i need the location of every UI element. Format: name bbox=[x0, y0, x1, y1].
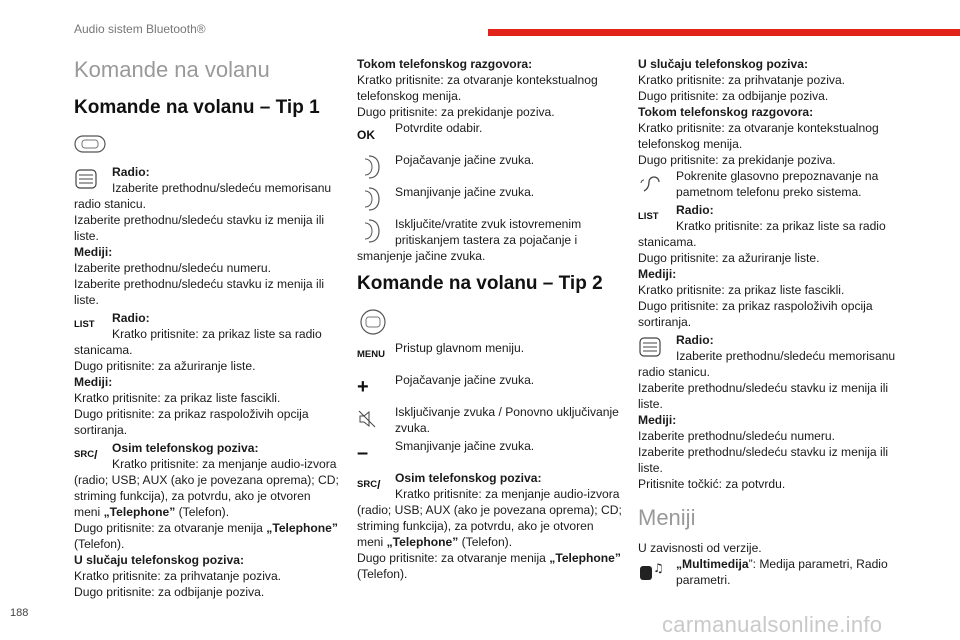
vol-up-text: Pojačavanje jačine zvuka. bbox=[395, 153, 535, 167]
list-icon: LIST bbox=[74, 319, 95, 330]
c3-radio-text: Izaberite prethodnu/sledeću memorisanu radio stanicu. bbox=[638, 349, 896, 379]
c3-during-label: Tokom telefonskog razgovora: bbox=[638, 105, 814, 119]
c3-list-icon: LIST bbox=[638, 211, 659, 222]
menu-icon: MENU bbox=[357, 349, 385, 360]
svg-text:♫: ♫ bbox=[653, 561, 664, 575]
media-text-2: Izaberite prethodnu/sledeću stavku iz menija ili liste. bbox=[74, 277, 325, 307]
c3-list-radio-label: Radio: bbox=[676, 203, 714, 217]
mute-block bbox=[357, 216, 622, 264]
plus-icon: + bbox=[357, 376, 369, 398]
media-text-1: Izaberite prethodnu/sledeću numeru. bbox=[74, 261, 271, 275]
list-radio-text-1: Kratko pritisnite: za prikaz liste sa radio stanicama. bbox=[74, 327, 322, 357]
plus-block bbox=[357, 372, 622, 402]
src-icon-label-2: SRC bbox=[357, 479, 378, 490]
list-radio-label: Radio: bbox=[112, 311, 150, 325]
src-text-2b: (Telefon). bbox=[74, 537, 125, 551]
src2-text-2: Dugo pritisnite: za otvaranje menija bbox=[357, 551, 546, 565]
src2-text-1: Kratko pritisnite: za menjanje audio-izvora (radio; USB; AUX (ako je povezana oprema); CD; striming funkcija), za potvrdu, ako je otvoren meni bbox=[357, 487, 622, 549]
column-3 bbox=[638, 56, 903, 590]
radio-text-2: Izaberite prethodnu/sledeću stavku iz menija ili liste. bbox=[74, 213, 325, 243]
c3-radio-block bbox=[638, 332, 903, 492]
list-button-block bbox=[74, 310, 339, 438]
header-accent-bar bbox=[488, 29, 960, 36]
section-title: Komande na volanu bbox=[74, 57, 270, 82]
src-icon-label: SRC bbox=[74, 449, 95, 460]
type1-title: Komande na volanu – Tip 1 bbox=[74, 97, 320, 118]
c3-wheel-text: Pritisnite točkić: za potvrdu. bbox=[638, 477, 786, 491]
telephone-term: „Telephone” bbox=[103, 505, 176, 519]
list-media-label: Mediji: bbox=[74, 375, 113, 389]
menus-intro: U zavisnosti od verzije. bbox=[638, 541, 762, 555]
c3-call-text-2: Dugo pritisnite: za odbijanje poziva. bbox=[638, 89, 829, 103]
remote-control-diagram bbox=[74, 132, 339, 162]
during-call-text-1: Kratko pritisnite: za otvaranje kontekstualnog telefonskog menija. bbox=[357, 73, 598, 103]
c3-media-text-2: Izaberite prethodnu/sledeću stavku iz menija ili liste. bbox=[638, 445, 889, 475]
c3-during-text-1: Kratko pritisnite: za otvaranje kontekstualnog telefonskog menija. bbox=[638, 121, 879, 151]
mute-wheel-icon bbox=[357, 216, 391, 246]
mute2-text: Isključivanje zvuka / Ponovno uključivanje zvuka. bbox=[395, 405, 619, 435]
minus-icon: – bbox=[357, 442, 369, 464]
call-text-2: Dugo pritisnite: za odbijanje poziva. bbox=[74, 585, 265, 599]
speaker-mute-icon bbox=[357, 404, 391, 434]
voice-block bbox=[638, 168, 903, 200]
call-label: U slučaju telefonskog poziva: bbox=[74, 553, 245, 567]
menu-text: Pristup glavnom meniju. bbox=[395, 341, 525, 355]
ok-block bbox=[357, 120, 622, 150]
volume-down-wheel-icon bbox=[357, 184, 391, 214]
radio-label: Radio: bbox=[112, 165, 150, 179]
c3-list-radio-text-2: Dugo pritisnite: za ažuriranje liste. bbox=[638, 251, 820, 265]
c3-media-label: Mediji: bbox=[638, 413, 677, 427]
type2-remote-diagram bbox=[357, 308, 622, 338]
telephone-term-4: „Telephone” bbox=[549, 551, 621, 565]
multimedia-label: „Multimedija bbox=[676, 557, 749, 571]
src2-block bbox=[357, 470, 622, 582]
c3-list-media-text-1: Kratko pritisnite: za prikaz liste fascikli. bbox=[638, 283, 845, 297]
page-number: 188 bbox=[10, 607, 29, 619]
minus-text: Smanjivanje jačine zvuka. bbox=[395, 439, 535, 453]
column-2 bbox=[357, 56, 622, 584]
src2-label: Osim telefonskog poziva: bbox=[395, 471, 542, 485]
telephone-term-2: „Telephone” bbox=[266, 521, 338, 535]
multimedia-icon bbox=[638, 556, 672, 586]
volume-up-wheel-icon bbox=[357, 152, 391, 182]
src-label: Osim telefonskog poziva: bbox=[112, 441, 259, 455]
minus-block bbox=[357, 438, 622, 468]
column-1 bbox=[74, 56, 339, 602]
vol-up-block bbox=[357, 152, 622, 182]
voice-text: Pokrenite glasovno prepoznavanje na pametnom telefonu preko sistema. bbox=[676, 169, 879, 199]
voice-command-icon bbox=[638, 168, 672, 198]
call-text-1: Kratko pritisnite: za prihvatanje poziva. bbox=[74, 569, 282, 583]
running-header: Audio sistem Bluetooth® bbox=[74, 22, 206, 36]
ok-text: Potvrdite odabir. bbox=[395, 121, 483, 135]
c3-list-block bbox=[638, 202, 903, 330]
src-text-1b: (Telefon). bbox=[178, 505, 230, 519]
menus-title: Meniji bbox=[638, 505, 696, 530]
during-call-text-2: Dugo pritisnite: za prekidanje poziva. bbox=[357, 105, 555, 119]
steering-remote-icon bbox=[74, 132, 108, 156]
src-text-1: Kratko pritisnite: za menjanje audio-izvora (radio; USB; AUX (ako je povezana oprema); CD; striming funkcija), za potvrdu, ako je otvoren meni bbox=[74, 457, 339, 519]
list-media-text-1: Kratko pritisnite: za prikaz liste fascikli. bbox=[74, 391, 281, 405]
during-call-label: Tokom telefonskog razgovora: bbox=[357, 57, 533, 71]
mute-text: Isključite/vratite zvuk istovremenim pritiskanjem tastera za pojačanje i smanjenje jačine zvuka. bbox=[357, 217, 582, 263]
media-label: Mediji: bbox=[74, 245, 113, 259]
multimedia-block bbox=[638, 556, 903, 588]
src2-text-1b: (Telefon). bbox=[461, 535, 513, 549]
list-radio-text-2: Dugo pritisnite: za ažuriranje liste. bbox=[74, 359, 256, 373]
watermark: carmanualsonline.info bbox=[662, 612, 883, 637]
mute2-block bbox=[357, 404, 622, 436]
c3-media-text-1: Izaberite prethodnu/sledeću numeru. bbox=[638, 429, 835, 443]
c3-thumbwheel-icon bbox=[638, 332, 672, 362]
c3-radio-text-2: Izaberite prethodnu/sledeću stavku iz menija ili liste. bbox=[638, 381, 889, 411]
c3-during-text-2: Dugo pritisnite: za prekidanje poziva. bbox=[638, 153, 836, 167]
plus-text: Pojačavanje jačine zvuka. bbox=[395, 373, 535, 387]
type2-title: Komande na volanu – Tip 2 bbox=[357, 273, 603, 294]
radio-thumbwheel-block bbox=[74, 164, 339, 308]
vol-down-block bbox=[357, 184, 622, 214]
src-button-block bbox=[74, 440, 339, 600]
c3-list-radio-text-1: Kratko pritisnite: za prikaz liste sa radio stanicama. bbox=[638, 219, 886, 249]
src2-text-2b: (Telefon). bbox=[357, 567, 408, 581]
c3-radio-label: Radio: bbox=[676, 333, 714, 347]
c3-call-label: U slučaju telefonskog poziva: bbox=[638, 57, 809, 71]
vol-down-text: Smanjivanje jačine zvuka. bbox=[395, 185, 535, 199]
list-media-text-2: Dugo pritisnite: za prikaz raspoloživih opcija sortiranja. bbox=[74, 407, 309, 437]
src-text-2: Dugo pritisnite: za otvaranje menija bbox=[74, 521, 263, 535]
steering-remote-2-icon bbox=[357, 308, 391, 336]
src-phone-icon-2: SRC / bbox=[357, 478, 381, 492]
c3-list-media-label: Mediji: bbox=[638, 267, 677, 281]
telephone-term-3: „Telephone” bbox=[386, 535, 459, 549]
thumbwheel-icon bbox=[74, 164, 108, 194]
multimedia-text: ”: Medija parametri, Radio parametri. bbox=[676, 557, 888, 587]
c3-call-text-1: Kratko pritisnite: za prihvatanje poziva. bbox=[638, 73, 846, 87]
menu-block bbox=[357, 340, 622, 370]
c3-list-media-text-2: Dugo pritisnite: za prikaz raspoloživih opcija sortiranja. bbox=[638, 299, 873, 329]
ok-icon: OK bbox=[357, 128, 375, 142]
src-phone-icon: SRC / bbox=[74, 448, 98, 462]
radio-text: Izaberite prethodnu/sledeću memorisanu radio stanicu. bbox=[74, 181, 332, 211]
